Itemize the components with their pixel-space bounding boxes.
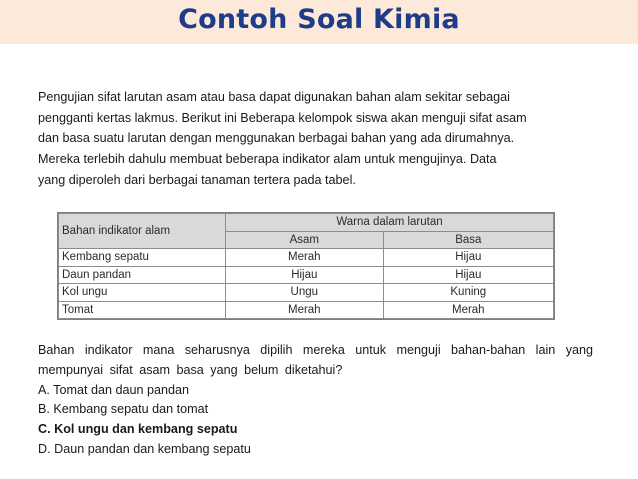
question-text: Bahan indikator mana seharusnya dipilih mereka untuk menguji bahan-bahan lain yang mempunyai sifat asam basa yang belum diketahui? bbox=[38, 343, 593, 377]
table-row bbox=[59, 284, 554, 302]
intro-line: Pengujian sifat larutan asam atau basa dapat digunakan bahan alam sekitar sebagai bbox=[38, 90, 510, 104]
cell-bahan: Tomat bbox=[59, 301, 226, 319]
table-row bbox=[59, 266, 554, 284]
page-title: Contoh Soal Kimia bbox=[178, 4, 460, 35]
question-block bbox=[38, 341, 593, 460]
option-d: D. Daun pandan dan kembang sepatu bbox=[38, 441, 251, 456]
cell-bahan: Kembang sepatu bbox=[59, 249, 226, 267]
table-row bbox=[59, 301, 554, 319]
cell-bahan: Kol ungu bbox=[59, 284, 226, 302]
header-warna: Warna dalam larutan bbox=[226, 214, 554, 232]
cell-asam: Ungu bbox=[226, 284, 384, 302]
indicator-table bbox=[58, 213, 554, 319]
cell-asam: Merah bbox=[226, 301, 384, 319]
header-asam: Asam bbox=[226, 231, 384, 249]
intro-line: dan basa suatu larutan dengan menggunakan berbagai bahan yang ada dirumahnya. bbox=[38, 131, 515, 146]
table-header-row bbox=[59, 214, 554, 232]
intro-line: yang diperoleh dari berbagai tanaman tertera pada tabel. bbox=[38, 172, 356, 187]
indicator-table-frame bbox=[57, 212, 555, 320]
intro-line: Mereka terlebih dahulu membuat beberapa indikator alam untuk mengujinya. Data bbox=[38, 152, 497, 167]
cell-basa: Hijau bbox=[383, 249, 553, 267]
intro-line: pengganti kertas lakmus. Berikut ini Beberapa kelompok siswa akan menguji sifat asam bbox=[38, 110, 527, 125]
option-a: A. Tomat dan daun pandan bbox=[38, 382, 190, 397]
cell-asam: Hijau bbox=[226, 266, 384, 284]
cell-asam: Merah bbox=[226, 249, 384, 267]
intro-paragraph bbox=[38, 87, 598, 191]
cell-basa: Hijau bbox=[383, 266, 553, 284]
cell-bahan: Daun pandan bbox=[59, 266, 226, 284]
table-row bbox=[59, 249, 554, 267]
option-b: B. Kembang sepatu dan tomat bbox=[38, 402, 209, 417]
option-c: C. Kol ungu dan kembang sepatu bbox=[38, 422, 238, 437]
cell-basa: Kuning bbox=[383, 284, 553, 302]
header-basa: Basa bbox=[383, 231, 553, 249]
cell-basa: Merah bbox=[383, 301, 553, 319]
header-bahan: Bahan indikator alam bbox=[59, 214, 226, 249]
